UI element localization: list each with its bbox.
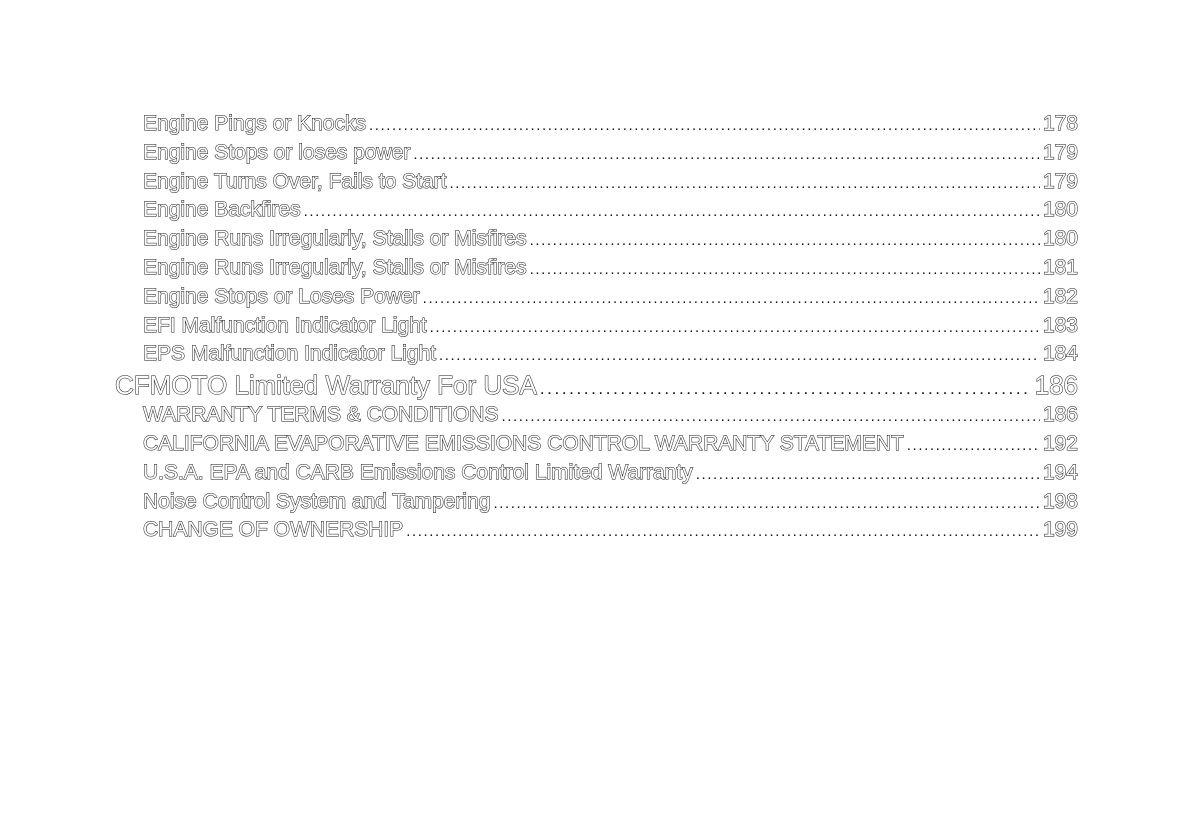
dot-leader bbox=[530, 227, 1040, 256]
toc-entry[interactable] bbox=[0, 401, 1078, 430]
toc-section-heading[interactable] bbox=[0, 369, 1078, 401]
dot-leader bbox=[430, 314, 1040, 343]
toc-entry[interactable] bbox=[0, 168, 1078, 197]
toc-entry-title: CALIFORNIA EVAPORATIVE EMISSIONS CONTROL WARRANTY STATEMENT bbox=[143, 431, 904, 455]
toc-page-number: 182 bbox=[1042, 284, 1078, 308]
toc-page-number: 183 bbox=[1042, 313, 1078, 337]
dot-leader bbox=[493, 490, 1040, 519]
toc-entry-title: Engine Runs Irregularly, Stalls or Misfires bbox=[143, 255, 527, 279]
toc-entry-title: Engine Turns Over, Fails to Start bbox=[143, 169, 447, 193]
toc-entry[interactable] bbox=[0, 110, 1078, 139]
toc-entry[interactable] bbox=[0, 430, 1078, 459]
toc-page-number: 179 bbox=[1042, 140, 1078, 164]
toc-entry[interactable] bbox=[0, 225, 1078, 254]
toc-page-number: 192 bbox=[1042, 431, 1078, 455]
dot-leader bbox=[449, 170, 1039, 199]
dot-leader bbox=[406, 518, 1040, 547]
dot-leader bbox=[423, 285, 1040, 314]
toc-page-number: 179 bbox=[1042, 169, 1078, 193]
toc-section-title: CFMOTO Limited Warranty For USA bbox=[115, 370, 537, 401]
toc-entry[interactable] bbox=[0, 283, 1078, 312]
dot-leader bbox=[696, 461, 1040, 490]
toc-entry-title: Engine Pings or Knocks bbox=[143, 112, 366, 135]
toc-entry-title: Engine Stops or Loses Power bbox=[143, 284, 420, 308]
dot-leader bbox=[413, 141, 1040, 170]
dot-leader bbox=[907, 432, 1040, 461]
toc-entry[interactable] bbox=[0, 459, 1078, 488]
dot-leader bbox=[439, 342, 1040, 371]
table-of-contents bbox=[0, 110, 1191, 545]
toc-entry[interactable] bbox=[0, 196, 1078, 225]
toc-entry[interactable] bbox=[0, 488, 1078, 517]
toc-entry-title: Engine Runs Irregularly, Stalls or Misfires bbox=[143, 227, 527, 251]
toc-page-number: 184 bbox=[1042, 342, 1078, 366]
toc-page-number: 180 bbox=[1042, 198, 1078, 222]
dot-leader bbox=[304, 198, 1040, 227]
toc-entry-title: EFI Malfunction Indicator Light bbox=[143, 313, 427, 337]
toc-page-number: 186 bbox=[1042, 403, 1078, 427]
dot-leader bbox=[530, 256, 1040, 285]
toc-entry-title: Noise Control System and Tampering bbox=[143, 489, 491, 513]
toc-entry-title: EPS Malfunction Indicator Light bbox=[143, 342, 436, 366]
toc-page-number: 180 bbox=[1042, 227, 1078, 251]
toc-entry[interactable] bbox=[0, 340, 1078, 369]
toc-entry-title: CHANGE OF OWNERSHIP bbox=[143, 518, 404, 542]
toc-entry[interactable] bbox=[0, 254, 1078, 283]
toc-entry-title: Engine Stops or loses power bbox=[143, 140, 411, 164]
toc-entry-title: U.S.A. EPA and CARB Emissions Control Limited Warranty bbox=[143, 460, 693, 484]
toc-entry[interactable] bbox=[0, 516, 1078, 545]
toc-entry-title: WARRANTY TERMS & CONDITIONS bbox=[143, 403, 499, 427]
toc-page-number: 199 bbox=[1042, 518, 1078, 542]
toc-page-number: 178 bbox=[1042, 112, 1078, 135]
toc-page-number: 194 bbox=[1042, 460, 1078, 484]
dot-leader bbox=[501, 403, 1039, 432]
toc-entry-title: Engine Backfires bbox=[143, 198, 301, 222]
dot-leader bbox=[369, 112, 1040, 141]
toc-page-number: 181 bbox=[1042, 255, 1078, 279]
toc-page-number: 198 bbox=[1042, 489, 1078, 513]
toc-page-number: 186 bbox=[1034, 370, 1078, 401]
toc-entry[interactable] bbox=[0, 139, 1078, 168]
toc-entry[interactable] bbox=[0, 312, 1078, 341]
